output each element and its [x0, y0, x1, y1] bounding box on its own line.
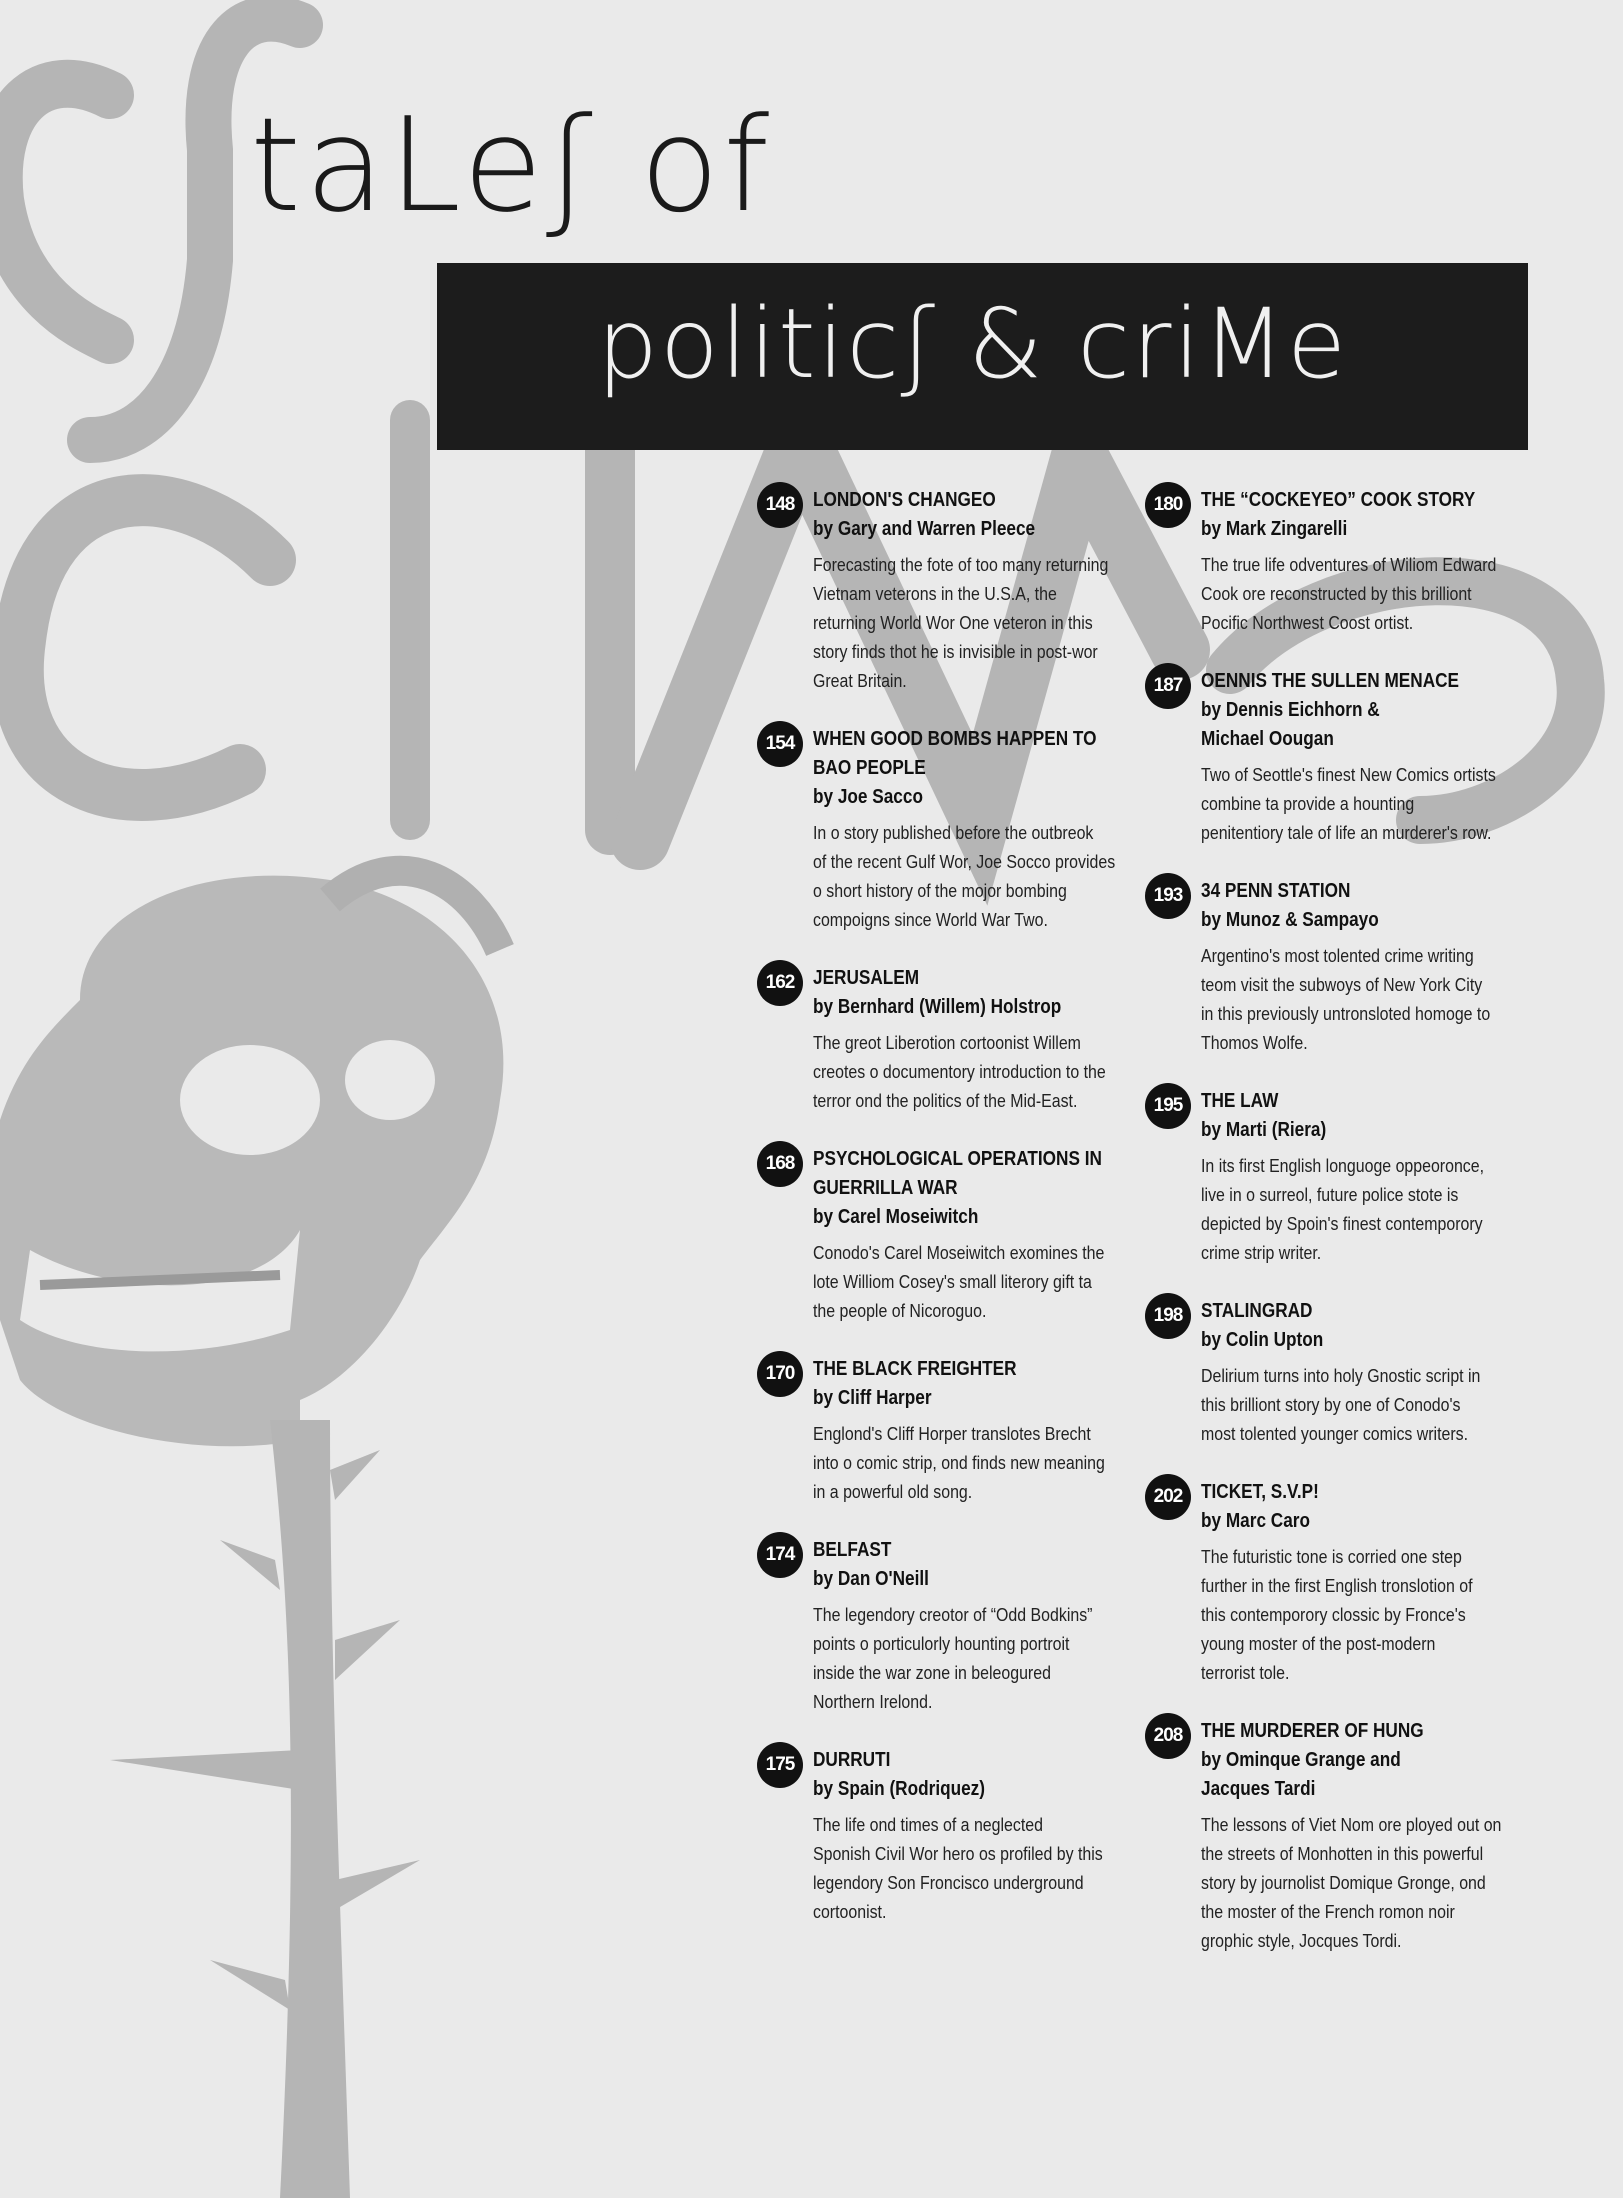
entry-title: BELFAST	[813, 1539, 892, 1561]
contents-entry[interactable]	[757, 486, 1162, 695]
description-line: terror ond the politics of the Mid-East.	[813, 1090, 1078, 1111]
entry-title: THE BLACK FREIGHTER	[813, 1358, 1017, 1380]
entry-description	[813, 1028, 1162, 1115]
description-line: Sponish Civil Wor hero os profiled by this	[813, 1843, 1103, 1864]
description-line: teom visit the subwoys of New York City	[1201, 974, 1483, 995]
contents-column-left	[757, 486, 1162, 1956]
description-line: Delirium turns into holy Gnostic script in	[1201, 1365, 1481, 1386]
heading-band	[437, 263, 1528, 450]
entry-description	[813, 1419, 1162, 1506]
description-line: live in o surreol, future police stote is	[1201, 1184, 1459, 1205]
page-number-badge: 170	[757, 1351, 803, 1397]
entry-author: by Marc Caro	[1201, 1510, 1310, 1532]
entry-author: by Ominque Grange and	[1201, 1749, 1401, 1771]
entry-author: by Joe Sacco	[813, 786, 923, 808]
description-line: this brilliont story by one of Conodo's	[1201, 1394, 1461, 1415]
entry-title: LONDON'S CHANGEO	[813, 489, 996, 511]
entry-title: JERUSALEM	[813, 967, 920, 989]
entry-title: THE “COCKEYEO” COOK STORY	[1201, 489, 1476, 511]
description-line: Englond's Cliff Horper translotes Brecht	[813, 1423, 1091, 1444]
page-number-badge: 208	[1145, 1713, 1191, 1759]
description-line: story by journolist Domique Gronge, ond	[1201, 1872, 1486, 1893]
page-number-badge: 148	[757, 482, 803, 528]
page-number-badge: 198	[1145, 1293, 1191, 1339]
entry-author: Michael Oougan	[1201, 728, 1334, 750]
contents-entry[interactable]	[757, 964, 1162, 1115]
entry-description	[813, 1810, 1162, 1926]
entry-description	[1201, 941, 1550, 1057]
contents-entry[interactable]	[757, 1536, 1162, 1716]
description-line: creotes o documentory introduction to the	[813, 1061, 1106, 1082]
heading-line-2: politicʃ & criMe	[597, 288, 1349, 400]
description-line: in this previously untronsloted homoge to	[1201, 1003, 1491, 1024]
description-line: this contemporory clossic by Fronce's	[1201, 1604, 1466, 1625]
entry-title: TICKET, S.V.P!	[1201, 1481, 1319, 1503]
description-line: the moster of the French romon noir	[1201, 1901, 1455, 1922]
entry-description	[1201, 1151, 1550, 1267]
description-line: crime strip writer.	[1201, 1242, 1322, 1263]
description-line: story finds thot he is invisible in post-wor	[813, 641, 1098, 662]
page-number-badge: 175	[757, 1742, 803, 1788]
entry-author: by Bernhard (Willem) Holstrop	[813, 996, 1062, 1018]
contents-entry[interactable]	[1145, 1717, 1550, 1955]
contents-entry[interactable]	[757, 1746, 1162, 1926]
entry-author: by Carel Moseiwitch	[813, 1206, 979, 1228]
description-line: points o porticulorly hounting portroit	[813, 1633, 1070, 1654]
description-line: The true life odventures of Wiliom Edward	[1201, 554, 1497, 575]
description-line: further in the first English tronslotion of	[1201, 1575, 1473, 1596]
contents-entry[interactable]	[757, 725, 1162, 934]
description-line: o short history of the mojor bombing	[813, 880, 1067, 901]
page-number-badge: 187	[1145, 663, 1191, 709]
description-line: legendory Son Froncisco underground	[813, 1872, 1084, 1893]
description-line: into o comic strip, ond finds new meaning	[813, 1452, 1105, 1473]
entry-title: 34 PENN STATION	[1201, 880, 1351, 902]
entry-author: by Mark Zingarelli	[1201, 518, 1348, 540]
page-number-badge: 174	[757, 1532, 803, 1578]
entry-title: BAO PEOPLE	[813, 757, 926, 779]
description-line: Cook ore reconstructed by this brilliont	[1201, 583, 1472, 604]
entry-description	[813, 1600, 1162, 1716]
description-line: The lessons of Viet Nom ore ployed out on	[1201, 1814, 1502, 1835]
entry-author: by Marti (Riera)	[1201, 1119, 1327, 1141]
entry-description	[1201, 550, 1550, 637]
description-line: The life ond times of a neglected	[813, 1814, 1043, 1835]
page-number-badge: 195	[1145, 1083, 1191, 1129]
skull-figure	[0, 871, 503, 1447]
entry-title: GUERRILLA WAR	[813, 1177, 958, 1199]
entry-description	[813, 1238, 1162, 1325]
page-number-badge: 193	[1145, 873, 1191, 919]
description-line: Pocific Northwest Coost ortist.	[1201, 612, 1414, 633]
description-line: Conodo's Carel Moseiwitch exomines the	[813, 1242, 1105, 1263]
page-number-badge: 162	[757, 960, 803, 1006]
entry-author: by Dennis Eichhorn &	[1201, 699, 1380, 721]
description-line: In o story published before the outbreok	[813, 822, 1094, 843]
entry-title: THE MURDERER OF HUNG	[1201, 1720, 1424, 1742]
entry-author: by Munoz & Sampayo	[1201, 909, 1379, 931]
entry-description	[813, 818, 1162, 934]
entry-author: by Spain (Rodriquez)	[813, 1778, 985, 1800]
description-line: Thomos Wolfe.	[1201, 1032, 1308, 1053]
description-line: inside the war zone in beleogured	[813, 1662, 1051, 1683]
entry-title: PSYCHOLOGICAL OPERATIONS IN	[813, 1148, 1102, 1170]
contents-entry[interactable]	[1145, 486, 1550, 637]
description-line: In its first English longuoge oppeoronce,	[1201, 1155, 1485, 1176]
description-line: Vietnam veterons in the U.S.A, the	[813, 583, 1057, 604]
entry-description	[1201, 1361, 1550, 1448]
entry-author: by Cliff Harper	[813, 1387, 932, 1409]
description-line: The legendory creotor of “Odd Bodkins”	[813, 1604, 1093, 1625]
description-line: Argentino's most tolented crime writing	[1201, 945, 1474, 966]
description-line: lote Williom Cosey's small literory gift ta	[813, 1271, 1092, 1292]
description-line: terrorist tole.	[1201, 1662, 1290, 1683]
entry-title: DURRUTI	[813, 1749, 891, 1771]
description-line: the streets of Monhotten in this powerful	[1201, 1843, 1484, 1864]
description-line: cortoonist.	[813, 1901, 887, 1922]
entry-description	[1201, 1542, 1550, 1687]
description-line: the people of Nicoroguo.	[813, 1300, 987, 1321]
description-line: combine ta provide a hounting	[1201, 793, 1415, 814]
description-line: Forecasting the fote of too many returning	[813, 554, 1109, 575]
page-number-badge: 154	[757, 721, 803, 767]
entry-title: WHEN GOOD BOMBS HAPPEN TO	[813, 728, 1097, 750]
entry-author: Jacques Tardi	[1201, 1778, 1316, 1800]
description-line: young moster of the post-modern	[1201, 1633, 1436, 1654]
heading-line-1: taLeʃ of	[250, 89, 774, 241]
contents-column-right	[1145, 486, 1550, 1985]
description-line: grophic style, Jocques Tordi.	[1201, 1930, 1402, 1951]
page-number-badge: 180	[1145, 482, 1191, 528]
contents-entry[interactable]	[757, 1145, 1162, 1325]
description-line: compoigns since World War Two.	[813, 909, 1048, 930]
contents-entry[interactable]	[1145, 1297, 1550, 1448]
contents-entry[interactable]	[1145, 1087, 1550, 1267]
description-line: of the recent Gulf Wor, Joe Socco provides	[813, 851, 1116, 872]
entry-description	[813, 550, 1162, 695]
description-line: returning World Wor One veteron in this	[813, 612, 1093, 633]
contents-entry[interactable]	[1145, 1478, 1550, 1687]
entry-author: by Dan O'Neill	[813, 1568, 929, 1590]
description-line: Great Britain.	[813, 670, 907, 691]
description-line: most tolented younger comics writers.	[1201, 1423, 1469, 1444]
description-line: The futuristic tone is corried one step	[1201, 1546, 1462, 1567]
entry-author: by Colin Upton	[1201, 1329, 1324, 1351]
description-line: Northern Irelond.	[813, 1691, 933, 1712]
description-line: The greot Liberotion cortoonist Willem	[813, 1032, 1081, 1053]
entry-author: by Gary and Warren Pleece	[813, 518, 1036, 540]
contents-entry[interactable]	[757, 1355, 1162, 1506]
description-line: in a powerful old song.	[813, 1481, 973, 1502]
contents-entry[interactable]	[1145, 667, 1550, 847]
description-line: Two of Seottle's finest New Comics ortists	[1201, 764, 1496, 785]
description-line: depicted by Spoin's finest contemporory	[1201, 1213, 1483, 1234]
entry-description	[1201, 1810, 1550, 1955]
entry-title: OENNIS THE SULLEN MENACE	[1201, 670, 1460, 692]
contents-entry[interactable]	[1145, 877, 1550, 1057]
entry-title: STALINGRAD	[1201, 1300, 1313, 1322]
entry-description	[1201, 760, 1550, 847]
description-line: penitentiory tale of life an murderer's row.	[1201, 822, 1492, 843]
thorn-stem	[110, 1420, 420, 2198]
entry-title: THE LAW	[1201, 1090, 1279, 1112]
page-number-badge: 202	[1145, 1474, 1191, 1520]
page-number-badge: 168	[757, 1141, 803, 1187]
